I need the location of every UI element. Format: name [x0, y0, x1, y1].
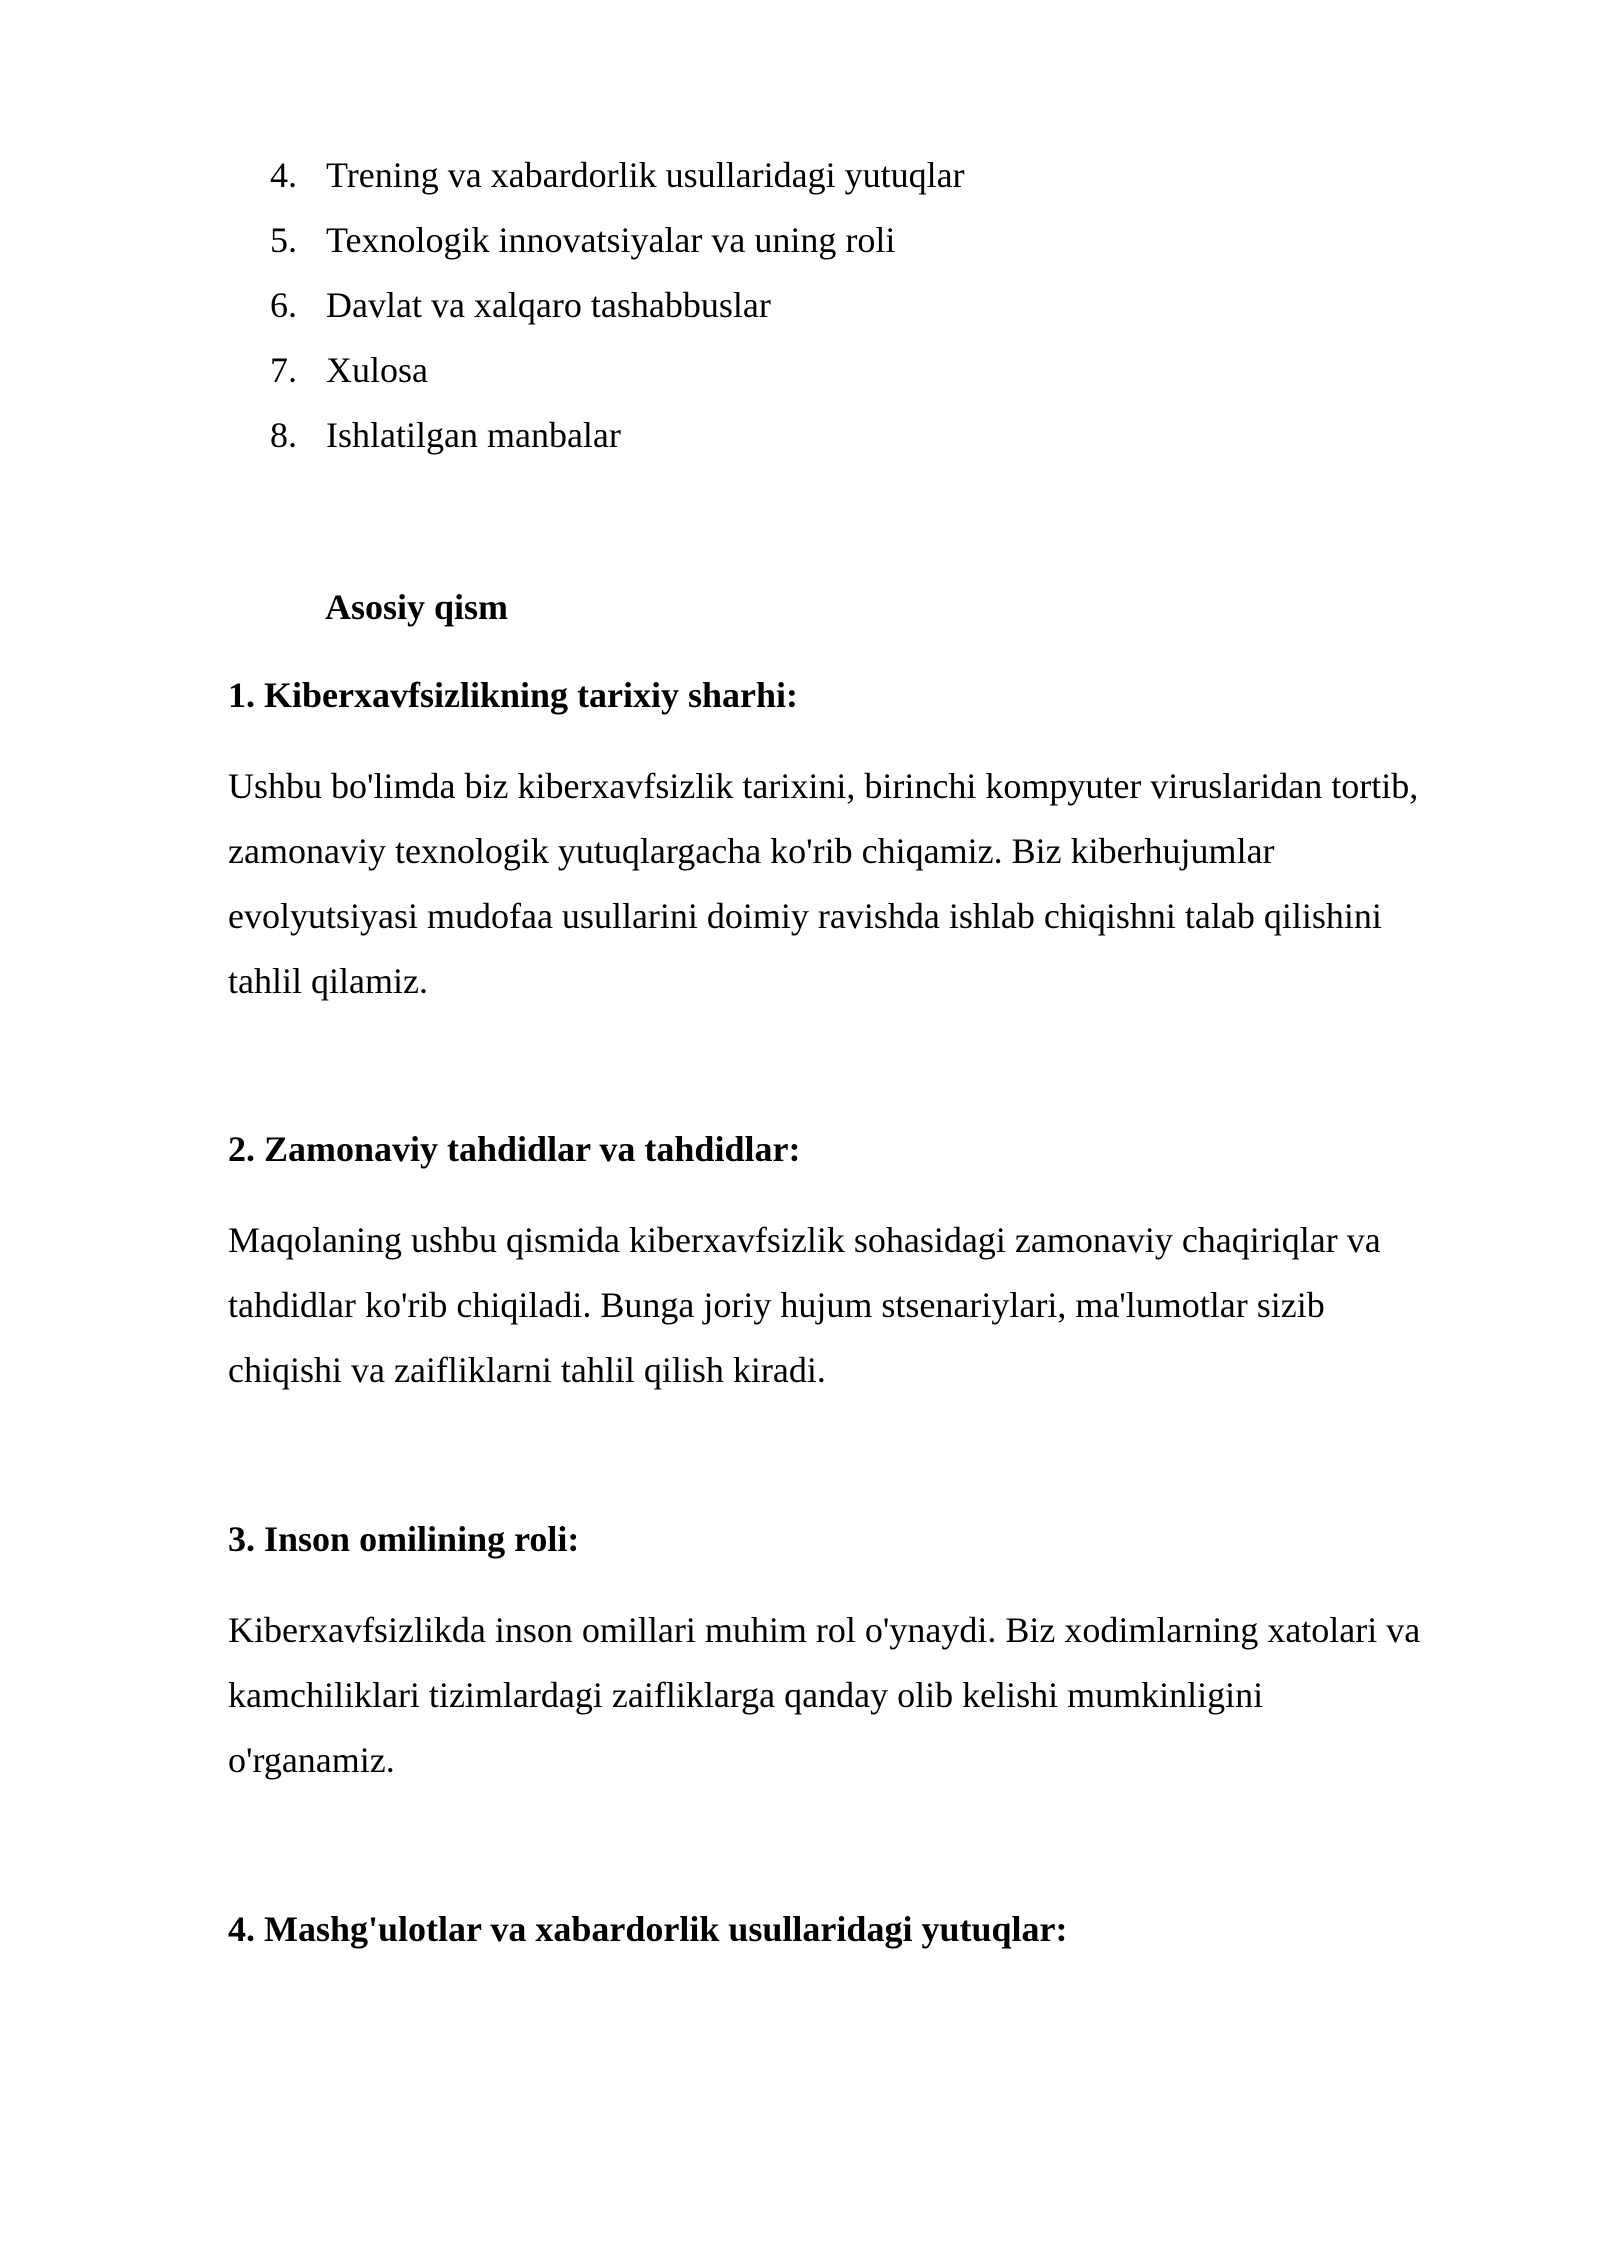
section-paragraph [228, 1208, 1518, 1403]
paragraph-line: chiqishi va zaifliklarni tahlil qilish kiradi. [228, 1350, 826, 1390]
section-paragraph [228, 1598, 1518, 1793]
toc-item-number: 4. [270, 155, 297, 195]
toc-item-text: Texnologik innovatsiyalar va uning roli [326, 220, 896, 260]
toc-item [270, 408, 965, 473]
section-title: 3. Inson omilining roli: [228, 1519, 580, 1559]
toc-item-text: Trening va xabardorlik usullaridagi yutuqlar [326, 155, 965, 195]
paragraph-line: zamonaviy texnologik yutuqlargacha ko'rib chiqamiz. Biz kiberhujumlar [228, 831, 1275, 871]
section-historical-overview [228, 668, 1518, 1014]
section-title: 4. Mashg'ulotlar va xabardorlik usullaridagi yutuqlar: [228, 1909, 1068, 1949]
toc-item-text: Xulosa [326, 350, 428, 390]
toc-item-text: Ishlatilgan manbalar [326, 415, 621, 455]
toc-item-number: 5. [270, 220, 297, 260]
toc-item-number: 8. [270, 415, 297, 455]
section-human-factor [228, 1512, 1518, 1793]
paragraph-line: Kiberxavfsizlikda inson omillari muhim rol o'ynaydi. Biz xodimlarning xatolari va [228, 1610, 1421, 1650]
toc-item [270, 343, 965, 408]
toc-item [270, 148, 965, 213]
main-heading: Asosiy qism [325, 587, 509, 627]
table-of-contents [270, 148, 965, 473]
section-modern-threats [228, 1122, 1518, 1403]
toc-item-text: Davlat va xalqaro tashabbuslar [326, 285, 771, 325]
toc-item [270, 213, 965, 278]
section-title: 1. Kiberxavfsizlikning tarixiy sharhi: [228, 675, 799, 715]
toc-item-number: 7. [270, 350, 297, 390]
paragraph-line: o'rganamiz. [228, 1740, 395, 1780]
toc-item-number: 6. [270, 285, 297, 325]
paragraph-line: Ushbu bo'limda biz kiberxavfsizlik tarixini, birinchi kompyuter viruslaridan tortib, [228, 766, 1419, 806]
section-title: 2. Zamonaviy tahdidlar va tahdidlar: [228, 1129, 801, 1169]
section-training-awareness [228, 1902, 1518, 1956]
section-paragraph [228, 754, 1518, 1014]
paragraph-line: kamchiliklari tizimlardagi zaifliklarga qanday olib kelishi mumkinligini [228, 1675, 1264, 1715]
paragraph-line: evolyutsiyasi mudofaa usullarini doimiy ravishda ishlab chiqishni talab qilishini [228, 896, 1382, 936]
paragraph-line: tahlil qilamiz. [228, 961, 428, 1001]
toc-item [270, 278, 965, 343]
paragraph-line: tahdidlar ko'rib chiqiladi. Bunga joriy hujum stsenariylari, ma'lumotlar sizib [228, 1285, 1325, 1325]
paragraph-line: Maqolaning ushbu qismida kiberxavfsizlik sohasidagi zamonaviy chaqiriqlar va [228, 1220, 1381, 1260]
